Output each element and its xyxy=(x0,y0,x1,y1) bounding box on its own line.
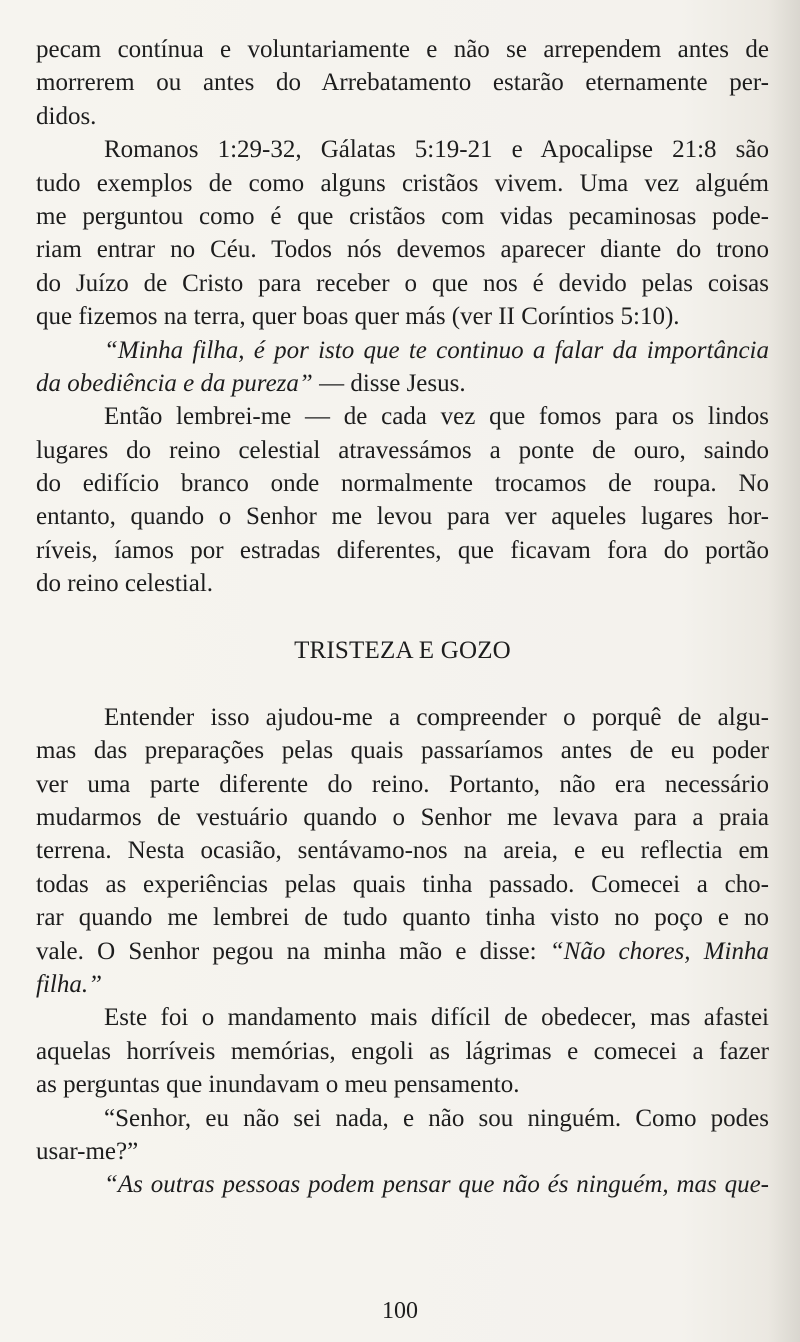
text-line: usar-me?” xyxy=(36,1137,139,1165)
text-line: me perguntou como é que cristãos com vidas pecaminosas pode- xyxy=(36,202,769,230)
body-text xyxy=(36,33,769,1202)
text-line: “Senhor, eu não sei nada, e não sou ninguém. Como podes xyxy=(104,1104,769,1132)
text-line: “As outras pessoas podem pensar que não és ninguém, mas que- xyxy=(104,1171,769,1199)
text-line: terrena. Nesta ocasião, sentávamo-nos na areia, e eu reflectia em xyxy=(36,837,769,865)
page-number: 100 xyxy=(382,1298,418,1324)
text-line: didos. xyxy=(36,102,97,130)
text-line: Este foi o mandamento mais difícil de obedecer, mas afastei xyxy=(104,1004,769,1032)
text-line: “Minha filha, é por isto que te continuo a falar da importância xyxy=(104,336,769,364)
text-line: as perguntas que inundavam o meu pensamento. xyxy=(36,1071,520,1099)
text-line-roman: vale. O Senhor pegou na minha mão e disse: xyxy=(36,937,550,965)
text-line xyxy=(36,367,769,400)
text-line: entanto, quando o Senhor me levou para ver aqueles lugares hor- xyxy=(36,503,769,531)
text-line-italic: “Não chores, Minha xyxy=(549,937,769,965)
text-line: do reino celestial. xyxy=(36,570,214,598)
text-line: morrerem ou antes do Arrebatamento estarão eternamente per- xyxy=(36,69,769,97)
text-line-roman: — disse Jesus. xyxy=(312,369,466,397)
text-line: Entender isso ajudou-me a compreender o porquê de algu- xyxy=(104,703,769,731)
text-line: filha.” xyxy=(36,970,102,998)
text-line: mudarmos de vestuário quando o Senhor me levava para a praia xyxy=(36,803,769,831)
text-line: lugares do reino celestial atravessámos a ponte de ouro, saindo xyxy=(36,436,769,464)
text-line: do edifício branco onde normalmente trocamos de roupa. No xyxy=(36,470,769,498)
text-line: rar quando me lembrei de tudo quanto tinha visto no poço e no xyxy=(36,904,769,932)
text-line xyxy=(36,935,769,968)
text-line: aquelas horríveis memórias, engoli as lágrimas e comecei a fazer xyxy=(36,1037,769,1065)
text-line: que fizemos na terra, quer boas quer más (ver II Coríntios 5:10). xyxy=(36,303,680,331)
text-line: Então lembrei-me — de cada vez que fomos para os lindos xyxy=(104,403,769,431)
text-line: ver uma parte diferente do reino. Portanto, não era necessário xyxy=(36,770,769,798)
text-line: ríveis, íamos por estradas diferentes, que ficavam fora do portão xyxy=(36,536,769,564)
text-line: Romanos 1:29-32, Gálatas 5:19-21 e Apocalipse 21:8 são xyxy=(104,136,769,164)
text-line: do Juízo de Cristo para receber o que nos é devido pelas coisas xyxy=(36,269,769,297)
text-line: todas as experiências pelas quais tinha passado. Comecei a cho- xyxy=(36,870,769,898)
text-line: riam entrar no Céu. Todos nós devemos aparecer diante do trono xyxy=(36,236,769,264)
text-line-italic: da obediência e da pureza” xyxy=(36,369,313,397)
text-line: tudo exemplos de como alguns cristãos vivem. Uma vez alguém xyxy=(36,169,769,197)
section-title: TRISTEZA E GOZO xyxy=(294,637,511,665)
text-line: mas das preparações pelas quais passaríamos antes de eu poder xyxy=(36,737,769,765)
text-line: pecam contínua e voluntariamente e não se arrependem antes de xyxy=(36,36,769,63)
